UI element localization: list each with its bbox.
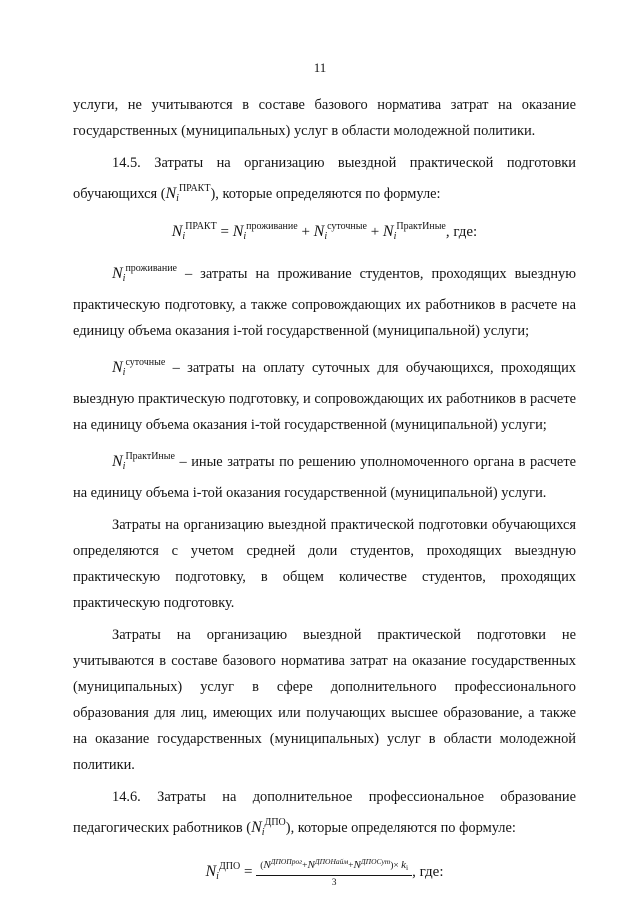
formula-prakt: $N_i^{ПРАКТ} = N_i^{проживание} + N_i^{суточные} + N_i^{ПрактИные}$, где: xyxy=(171,221,478,242)
document-body xyxy=(73,92,576,896)
paragraph-14-6: 14.6. Затраты на дополнительное профессиональное образование педагогических работников $(N_i^{ДПО})$, которые определяются по формуле: xyxy=(73,789,576,838)
symbol-n-prakt: $N_i^{ПРАКТ}$ xyxy=(165,183,211,204)
definition-sutochnye: $N_i^{суточные}$ – затраты на оплату суточных для обучающихся, проходящих выездную практическую подготовку, и сопровождающих их работников в расчете на единицу объема оказания i-той государственной (муниципальной) услуги; xyxy=(73,357,576,433)
page-number: 11 xyxy=(313,60,327,75)
definition-prakt-inye: $N_i^{ПрактИные}$ – иные затраты по решению уполномоченного органа в расчете на единицу объема i-той оказания государственной (муниципальной) услуги. xyxy=(73,451,576,501)
formula-dpo: $N_i^{ДПО}$ = $\frac{(N^{ДПОПрог}+N^{ДПОНайм}+N^{ДПОСут})\times k_i}{3}$ , где: xyxy=(205,857,444,889)
paragraph-exclusion: Затраты на организацию выездной практической подготовки не учитываются в составе базового норматива затрат на оказание государственных (муниципальных) услуг в сфере дополнительного профессионального образования для лиц, имеющих или получающих высшее образование, а также на оказание государственных (муниципальных) услуг в области молодежной политики. xyxy=(73,627,576,773)
definition-prozhivanie: $N_i^{проживание}$ – затраты на проживание студентов, проходящих выездную практическую подготовку, а также сопровождающих их работников в расчете на единицу объема оказания i-той государственной (муниципальной) услуги; xyxy=(73,263,576,339)
paragraph-continuation: услуги, не учитываются в составе базового норматива затрат на оказание государственных (муниципальных) услуг в области молодежной политики. xyxy=(73,97,576,139)
paragraph-share-of-students: Затраты на организацию выездной практической подготовки обучающихся определяются с учетом средней доли студентов, проходящих выездную практическую подготовку, в общем количестве студентов, проходящих практическую подготовку. xyxy=(73,517,576,611)
symbol-n-dpo: $N_i^{ДПО}$ xyxy=(251,817,286,838)
formula-dpo-fraction: $\frac{(N^{ДПОПрог}+N^{ДПОНайм}+N^{ДПОСут})\times k_i}{3}$ xyxy=(256,855,412,890)
paragraph-14-5-text: 14.5. Затраты на организацию выездной практической подготовки обучающихся ( xyxy=(73,155,576,202)
paragraph-14-5: 14.5. Затраты на организацию выездной практической подготовки обучающихся $(N_i^{ПРАКТ})$, которые определяются по формуле: xyxy=(73,155,576,204)
